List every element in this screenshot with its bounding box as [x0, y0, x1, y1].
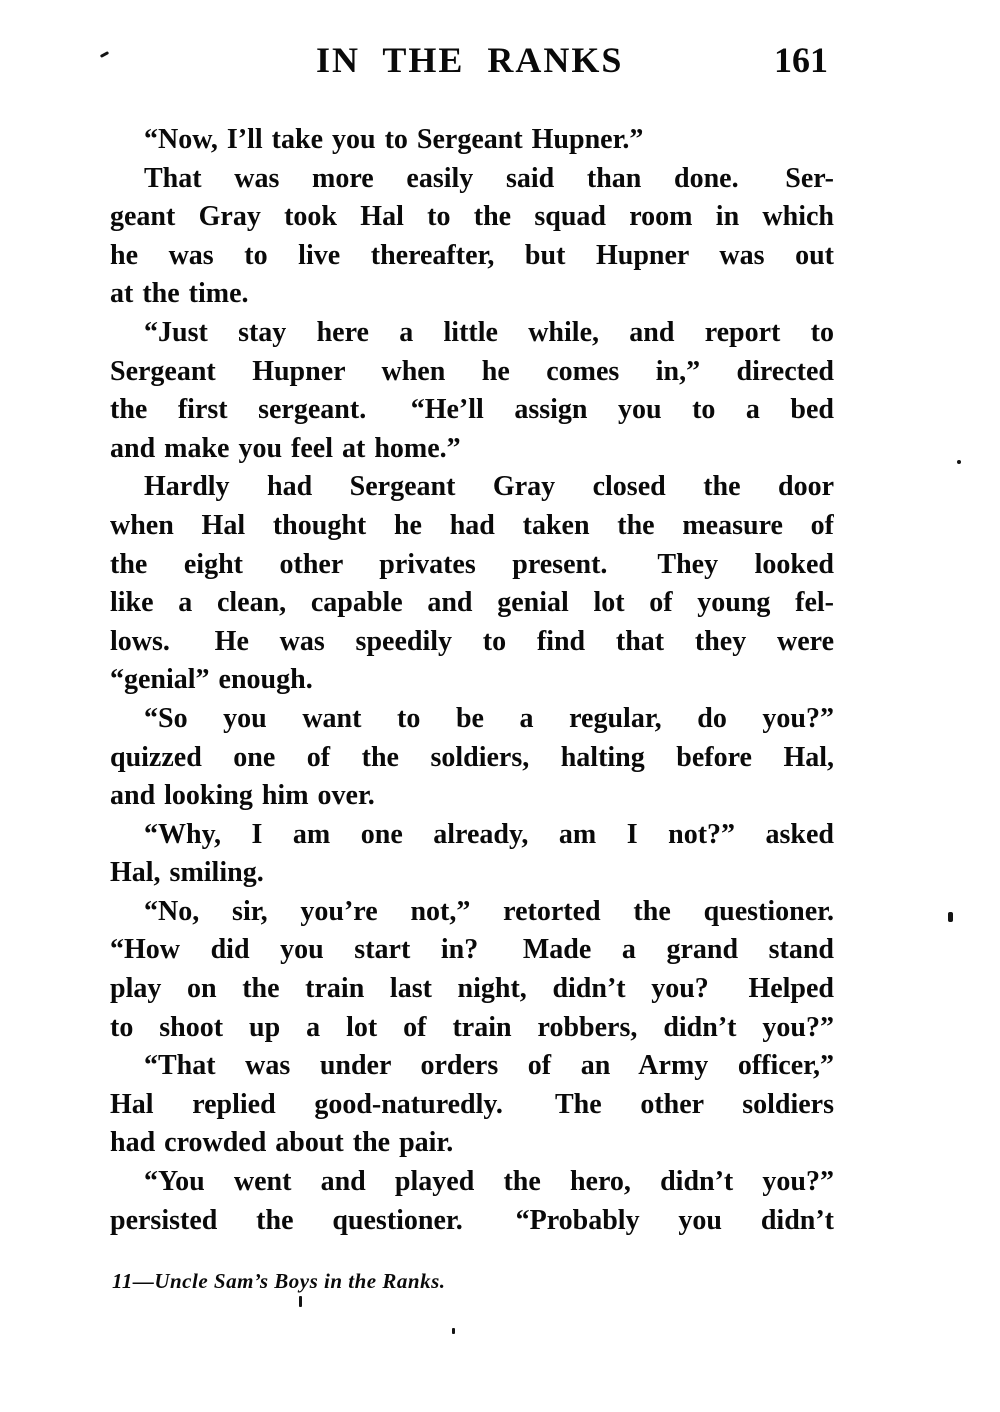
text-line: Hal, smiling. — [110, 857, 264, 889]
text-line: at the time. — [110, 278, 249, 310]
ink-speck — [452, 1328, 455, 1334]
ink-speck — [299, 1296, 302, 1307]
paragraph — [110, 314, 834, 468]
text-line: geant Gray took Hal to the squad room in which — [110, 201, 834, 233]
text-line: “So you want to be a regular, do you?” — [144, 702, 834, 734]
text-line: That was more easily said than done. Ser- — [144, 162, 834, 194]
text-line: Hardly had Sergeant Gray closed the door — [144, 471, 834, 503]
ink-speck — [957, 460, 961, 464]
text-line: like a clean, capable and genial lot of young fel- — [110, 587, 834, 619]
text-line: persisted the questioner. “Probably you didn’t — [110, 1204, 834, 1236]
text-line: he was to live thereafter, but Hupner was out — [110, 239, 834, 271]
text-line: had crowded about the pair. — [110, 1127, 454, 1159]
text-line: “That was under orders of an Army officer,” — [144, 1050, 834, 1082]
text-line: to shoot up a lot of train robbers, didn’t you?” — [110, 1011, 834, 1043]
text-line: “No, sir, you’re not,” retorted the questioner. — [144, 895, 834, 927]
page-number: 161 — [774, 40, 828, 80]
text-line: “Just stay here a little while, and report to — [144, 316, 834, 348]
paragraph — [110, 121, 834, 160]
text-line: “How did you start in? Made a grand stand — [110, 934, 834, 966]
text-line: and make you feel at home.” — [110, 432, 461, 464]
paragraph — [110, 160, 834, 314]
text-line: the first sergeant. “He’ll assign you to a bed — [110, 394, 834, 426]
ink-speck — [100, 51, 109, 58]
paragraph — [110, 893, 834, 1047]
ink-speck — [948, 912, 953, 922]
text-line: “genial” enough. — [110, 664, 313, 696]
paragraph — [110, 816, 834, 893]
text-line: “Now, I’ll take you to Sergeant Hupner.” — [144, 124, 644, 155]
printers-signature: 11—Uncle Sam’s Boys in the Ranks. — [112, 1269, 446, 1293]
paragraph — [110, 1047, 834, 1163]
text-line: when Hal thought he had taken the measure of — [110, 509, 834, 541]
text-line: play on the train last night, didn’t you? Helped — [110, 973, 834, 1005]
page-body — [110, 121, 834, 1240]
paragraph — [110, 700, 834, 816]
text-line: lows. He was speedily to find that they were — [110, 625, 834, 657]
paragraph — [110, 1163, 834, 1240]
text-line: “Why, I am one already, am I not?” asked — [144, 818, 834, 850]
paragraph — [110, 468, 834, 700]
text-line: and looking him over. — [110, 780, 375, 812]
text-line: “You went and played the hero, didn’t you?” — [144, 1166, 834, 1198]
text-line: Hal replied good-naturedly. The other soldiers — [110, 1088, 834, 1120]
text-line: Sergeant Hupner when he comes in,” directed — [110, 355, 834, 387]
text-line: quizzed one of the soldiers, halting before Hal, — [110, 741, 834, 773]
running-head-title: IN THE RANKS — [316, 40, 624, 80]
text-line: the eight other privates present. They looked — [110, 548, 834, 580]
